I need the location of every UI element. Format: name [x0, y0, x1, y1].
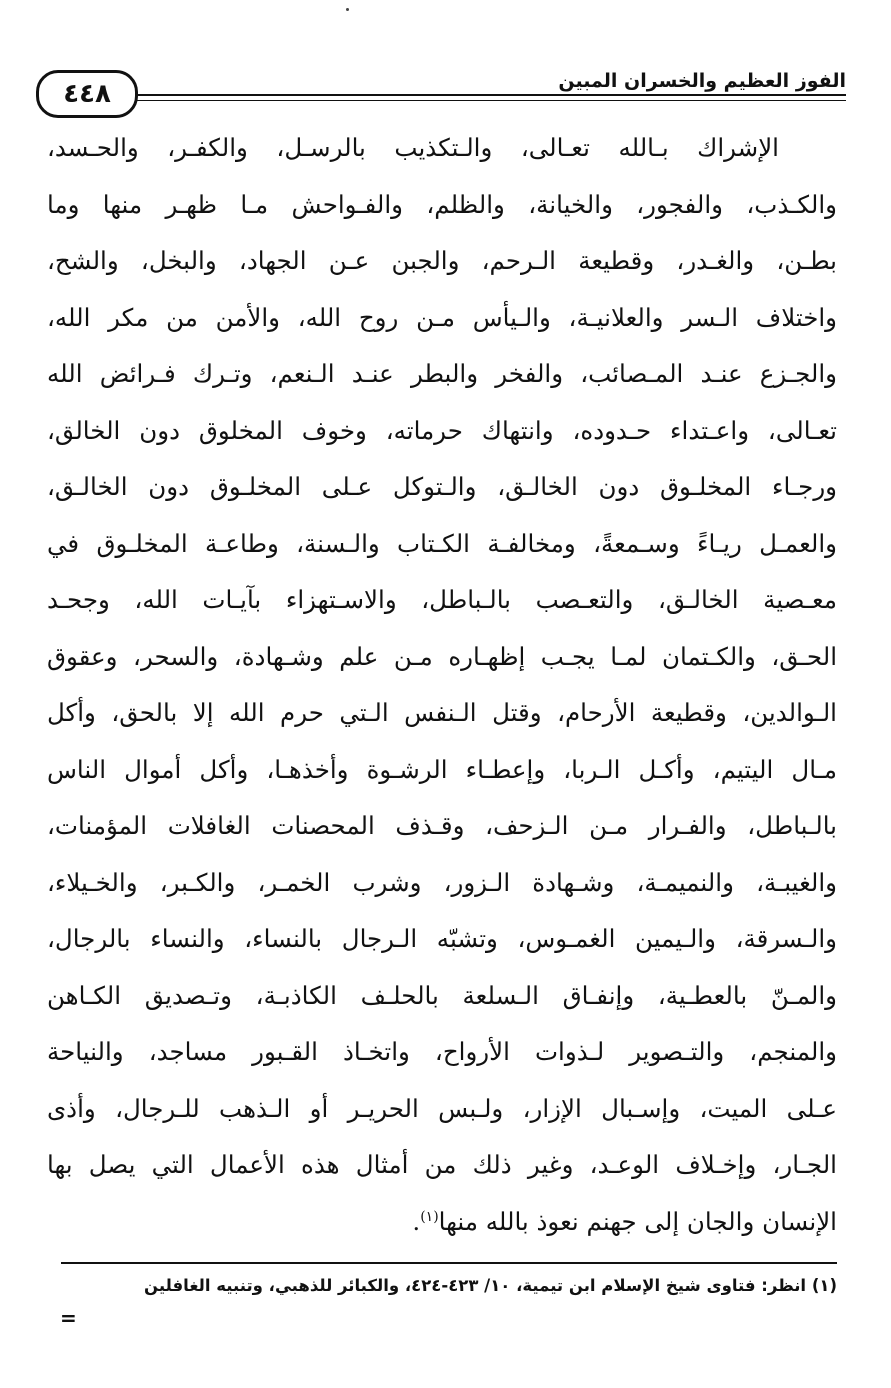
text-line: مـال اليتيم، وأكـل الـربا، وإعطـاء الرشـوة وأخذهـا، وأكل أموال الناس — [47, 754, 837, 784]
header-rule-thin — [136, 100, 846, 101]
scan-speck — [346, 8, 349, 11]
text-line: والـسرقة، والـيمين الغمـوس، وتشبّه الـرجال بالنساء، والنساء بالرجال، — [47, 924, 837, 953]
final-line-text: الإنسان والجان إلى جهنم نعوذ بالله منها — [438, 1206, 837, 1236]
text-line: الجـار، وإخـلاف الوعـد، وغير ذلك من أمثال هذه الأعمال التي يصل بها — [47, 1150, 837, 1179]
footnote-continuation-mark: = — [60, 1306, 77, 1330]
text-line: والمنجم، والتـصوير لـذوات الأرواح، واتخـاذ القـبور مساجد، والنياحة — [47, 1037, 837, 1066]
page-header — [36, 62, 846, 118]
text-line: والعمـل ريـاءً وسـمعةً، ومخالفـة الكـتاب والـسنة، وطاعـة المخلـوق في — [47, 528, 837, 558]
text-line: والغيبـة، والنميمـة، وشـهادة الـزور، وشرب الخمـر، والكـبر، والخـيلاء، — [47, 867, 837, 897]
text-line: واختلاف الـسر والعلانيـة، والـيأس مـن روح الله، والأمن من مكر الله، — [47, 302, 837, 332]
text-line: والكـذب، والفجور، والخيانة، والظلم، والفـواحش مـا ظهـر منها وما — [47, 189, 837, 219]
closing-period: . — [412, 1206, 421, 1236]
text-line: بالـباطل، والفـرار مـن الـزحف، وقـذف المحصنات الغافلات المؤمنات، — [47, 811, 837, 840]
text-line: والمـنّ بالعطـية، وإنفـاق الـسلعة بالحلـف الكاذبـة، وتـصديق الكـاهن — [47, 980, 837, 1010]
footnote-text: (١) انظر: فتاوى شيخ الإسلام ابن تيمية، ١٠/ ٤٢٣-٤٢٤، والكبائر للذهبي، وتنبيه الغافلين — [144, 1276, 837, 1295]
text-line: ورجـاء المخلـوق دون الخالـق، والـتوكل عـلى المخلـوق دون الخالـق، — [47, 472, 837, 501]
text-line: الـوالدين، وقطيعة الأرحام، وقتل الـنفس الـتي حرم الله إلا بالحق، وأكل — [47, 698, 837, 727]
text-line: الحـق، والكـتمان لمـا يجـب إظهـاره مـن علم وشـهادة، والسحر، وعقوق — [47, 641, 837, 671]
text-line: الإشراك بـالله تعـالى، والـتكذيب بالرسـل، والكفـر، والحـسد، — [47, 133, 779, 162]
footnote-reference[interactable]: (١) — [420, 1208, 439, 1225]
main-text — [47, 120, 837, 1250]
header-rule — [136, 94, 846, 96]
text-line: عـلى الميت، وإسـبال الإزار، ولـبس الحريـر أو الـذهب للـرجال، وأذى — [47, 1093, 837, 1123]
text-line: معـصية الخالـق، والتعـصب بالـباطل، والاسـتهزاء بآيـات الله، وجحـد — [47, 585, 837, 614]
text-line: تعـالى، واعـتداء حـدوده، وانتهاك حرماته، وخوف المخلوق دون الخالق، — [47, 415, 837, 445]
text-line-final — [47, 1194, 837, 1251]
text-line: والجـزع عنـد المـصائب، والفخر والبطر عنـد الـنعم، وتـرك فـرائض الله — [47, 359, 837, 388]
page-number: ٤٤٨ — [36, 70, 138, 118]
footnote-separator — [61, 1262, 837, 1264]
text-line: بطـن، والغـدر، وقطيعة الـرحم، والجبن عـن الجهاد، والبخل، والشح، — [47, 246, 837, 275]
running-title: الفوز العظيم والخسران المبين — [558, 70, 846, 92]
